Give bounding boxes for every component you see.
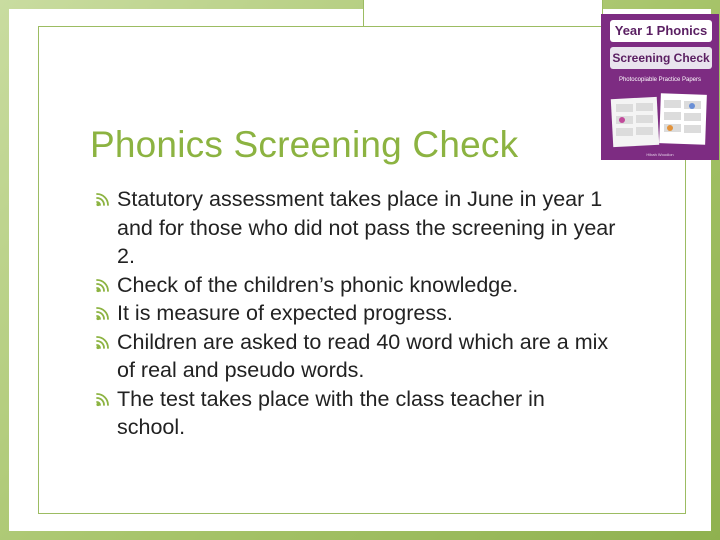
wifi-signal-icon (96, 279, 114, 293)
book-title-line2: Screening Check (610, 47, 712, 69)
book-cover-image (601, 14, 719, 160)
bullet-text: The test takes place with the class teacher in school. (117, 386, 545, 439)
book-author: Hibah Woodion (646, 152, 674, 157)
bullet-list (96, 185, 616, 442)
bullet-item (96, 299, 616, 328)
bullet-text: Children are asked to read 40 word which are a mix of real and pseudo words. (117, 329, 609, 382)
bullet-text: Check of the children’s phonic knowledge. (117, 272, 519, 297)
wifi-signal-icon (96, 193, 114, 207)
book-subtitle: Photocopiable Practice Papers (618, 77, 702, 83)
bullet-item (96, 328, 616, 385)
slide-title: Phonics Screening Check (90, 124, 519, 165)
worksheet-pages-illustration (610, 92, 710, 148)
bullet-text: It is measure of expected progress. (117, 301, 453, 325)
wifi-signal-icon (96, 307, 114, 321)
bullet-text: Statutory assessment takes place in June in year 1 and for those who did not pass the screening in year 2. (117, 187, 616, 268)
book-title-line1: Year 1 Phonics (610, 20, 712, 42)
wifi-signal-icon (96, 393, 114, 407)
wifi-signal-icon (96, 336, 114, 350)
bullet-item (96, 185, 616, 271)
bullet-item (96, 271, 616, 300)
bullet-item (96, 385, 616, 442)
